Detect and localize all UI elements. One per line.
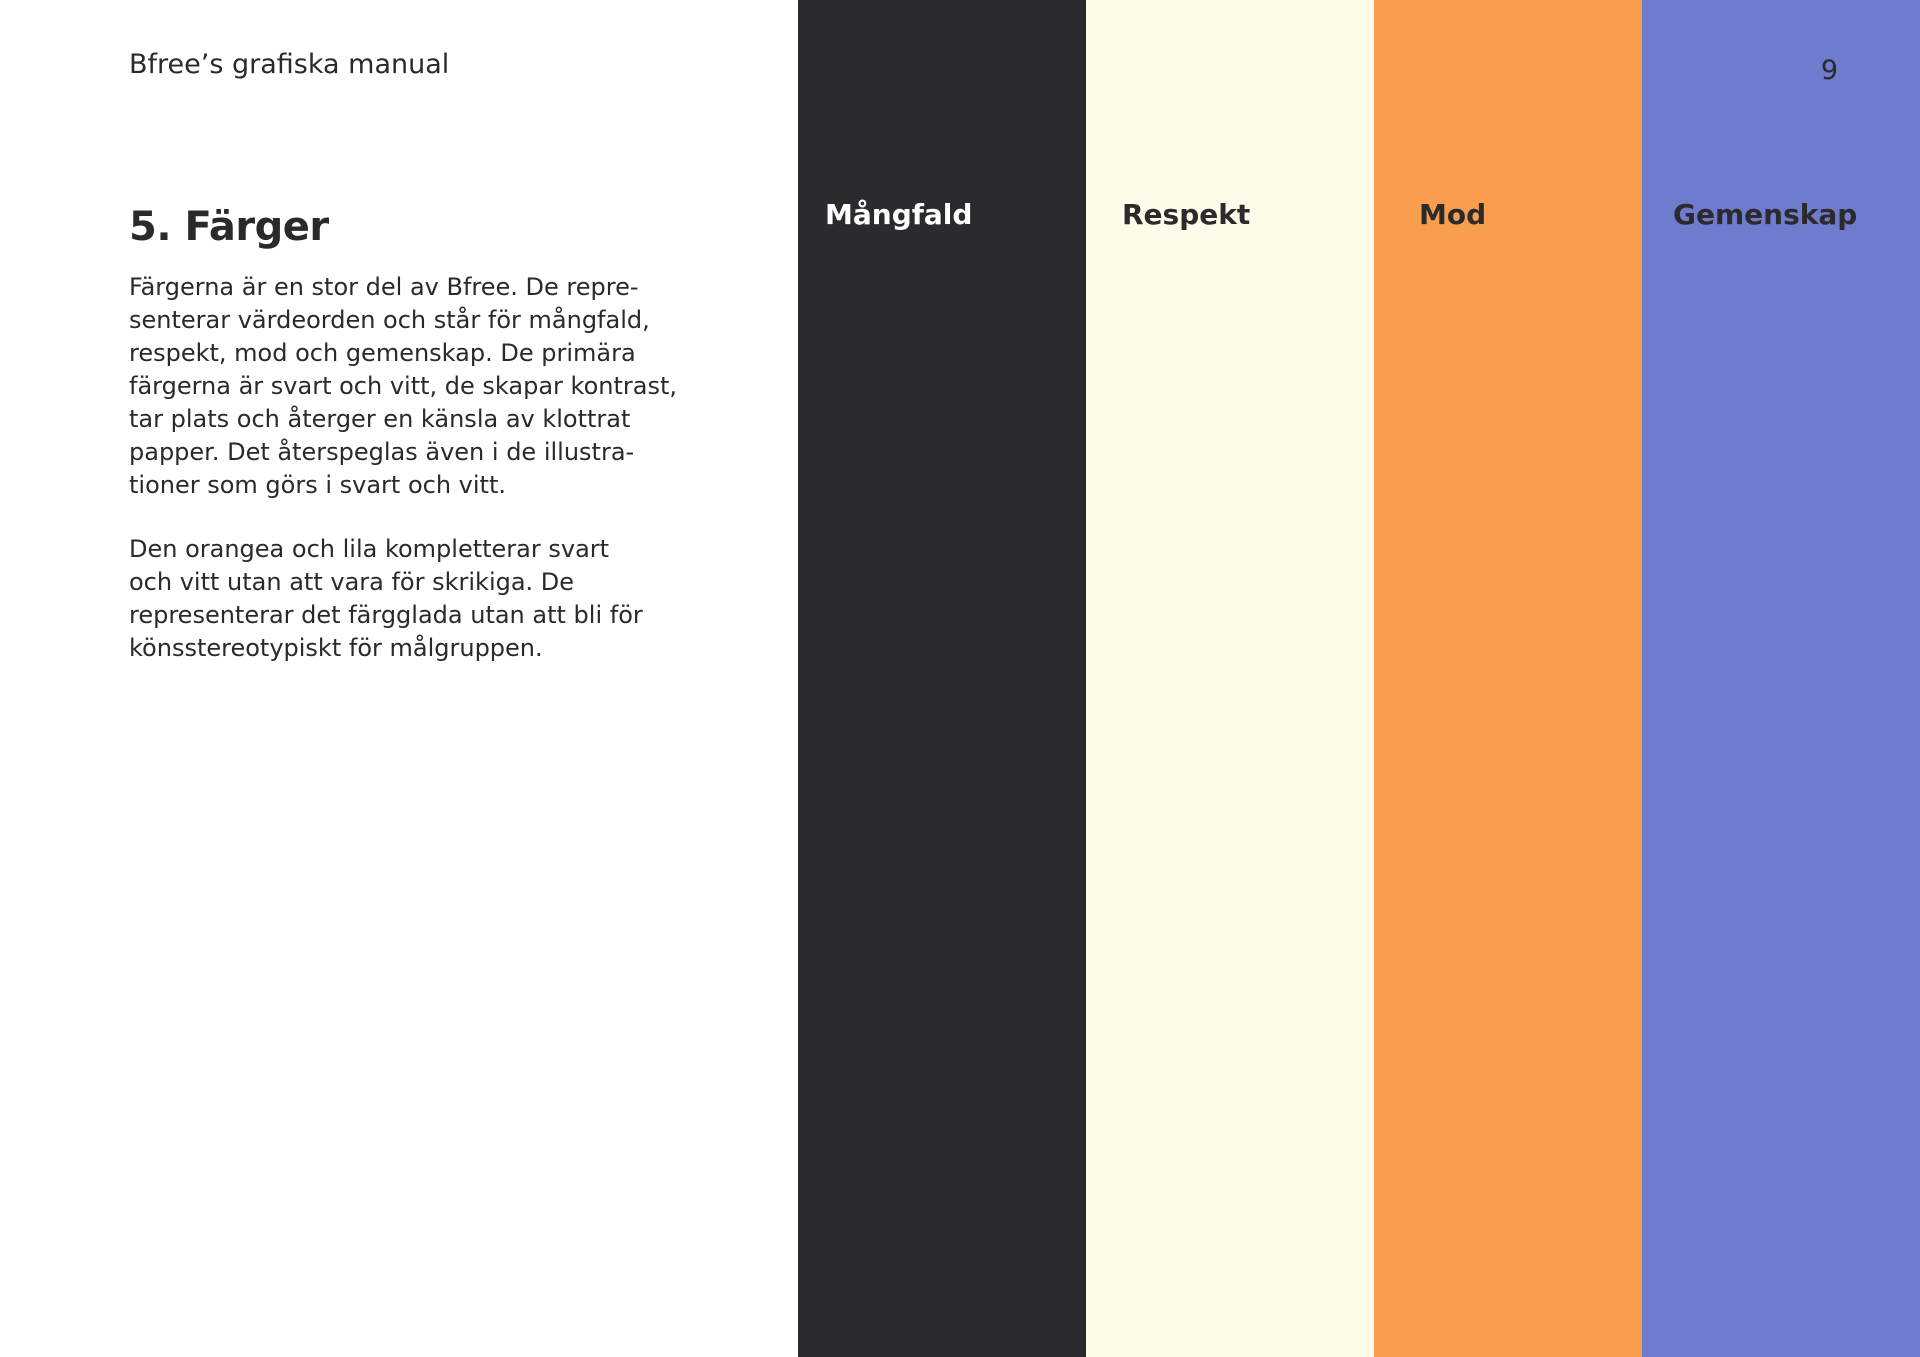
body-paragraph-1: Färgerna är en stor del av Bfree. De repre- senterar värdeorden och står för mångfald, respekt, mod och gemenskap. De primära färgerna är svart och vitt, de skapar kontrast, tar plats och återger en känsla av klottrat papper. Det återspeglas även i de illustra- tioner som görs i svart och vitt. bbox=[129, 273, 678, 499]
color-swatch-mod bbox=[1374, 0, 1642, 1357]
swatch-label-mod: Mod bbox=[1419, 198, 1487, 231]
page-number: 9 bbox=[1820, 55, 1838, 86]
swatch-label-gemenskap: Gemenskap bbox=[1673, 198, 1858, 231]
section-heading: 5. Färger bbox=[129, 204, 329, 250]
color-swatch-respekt bbox=[1086, 0, 1374, 1357]
swatch-label-respekt: Respekt bbox=[1122, 198, 1251, 231]
document-header-title: Bfree’s grafiska manual bbox=[129, 49, 450, 80]
body-paragraph-2: Den orangea och lila kompletterar svart och vitt utan att vara för skrikiga. De representerar det färgglada utan att bli för könsstereotypiskt för målgruppen. bbox=[129, 535, 643, 662]
color-swatch-gemenskap bbox=[1642, 0, 1920, 1357]
color-swatch-mangfald bbox=[798, 0, 1086, 1357]
swatch-label-mangfald: Mångfald bbox=[825, 198, 973, 231]
